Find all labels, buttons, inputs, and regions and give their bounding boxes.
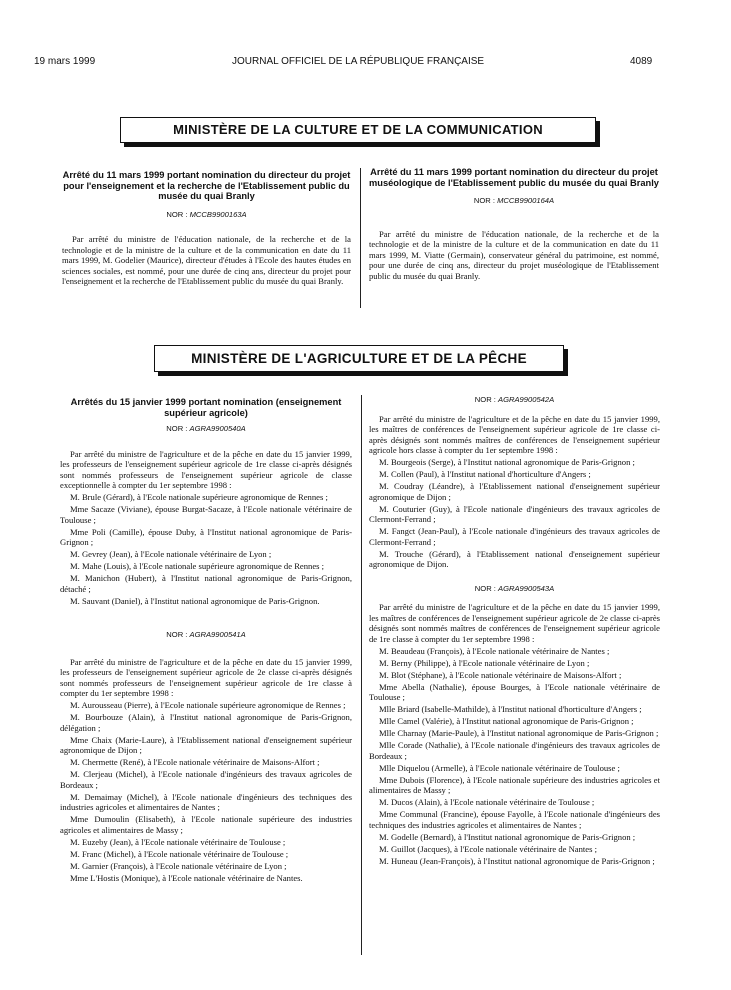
journal-title: JOURNAL OFFICIEL DE LA RÉPUBLIQUE FRANÇAISE — [232, 56, 485, 67]
list-item: M. Ducos (Alain), à l'Ecole nationale vétérinaire de Toulouse ; — [379, 797, 595, 807]
decree-intro: Par arrêté du ministre de l'agriculture et de la pêche en date du 15 janvier 1999, les professeurs de l'enseignement supérieur agricole de 1re classe ci-après désignés sont nommés professeurs de l'enseignement supérieur agricole de classe exceptionnelle à compter du 1er septembre 1998 : — [60, 448, 352, 491]
list-item: M. Garnier (François), à l'Ecole nationale vétérinaire de Lyon ; — [70, 860, 287, 871]
list-item: M. Huneau (Jean-François), à l'Institut national agronomique de Paris-Grignon ; — [379, 855, 655, 866]
ministry-agriculture-box — [154, 345, 564, 372]
article-title: Arrêtés du 15 janvier 1999 portant nomination (enseignement supérieur agricole) — [70, 397, 342, 418]
nor-reference: NOR : AGRA9900541A — [166, 630, 246, 640]
list-item: Mme Chaix (Marie-Laure), à l'Etablissement national d'enseignement supérieur agronomique de Dijon ; — [60, 734, 352, 756]
agriculture-left-column — [60, 397, 352, 885]
list-item: M. Franc (Michel), à l'Ecole nationale vétérinaire de Toulouse ; — [70, 848, 289, 859]
nor-reference: NOR : MCCB9900164A — [473, 196, 555, 206]
list-item: M. Mahe (Louis), à l'Ecole nationale supérieure agronomique de Rennes ; — [70, 561, 325, 572]
list-item: M. Coudray (Léandre), à l'Etablissement national d'enseignement supérieur agronomique de Dijon ; — [369, 481, 660, 502]
list-item: M. Trouche (Gérard), à l'Etablissement national d'enseignement supérieur agronomique de Dijon. — [369, 548, 660, 569]
nor-reference: NOR : AGRA9900540A — [166, 424, 246, 434]
list-item: M. Bourgeois (Serge), à l'Institut national agronomique de Paris-Grignon ; — [379, 457, 635, 467]
decree-intro: Par arrêté du ministre de l'agriculture et de la pêche en date du 15 janvier 1999, les maîtres de conférences de l'enseignement supérieur agricole de 1re classe ci-après désignés sont nommés maîtres de conférences de l'enseignement supérieur agricole hors classe à compter du 1er septembre 1998 : — [369, 413, 660, 455]
list-item: Mme Sacaze (Viviane), épouse Burgat-Sacaze, à l'Ecole nationale vétérinaire de Toulouse ; — [60, 504, 352, 525]
list-item: Mme L'Hostis (Monique), à l'Ecole nationale vétérinaire de Nantes. — [70, 872, 303, 883]
list-item: M. Sauvant (Daniel), à l'Institut national agronomique de Paris-Grignon. — [70, 595, 320, 606]
nor-reference: NOR : AGRA9900542A — [474, 395, 555, 404]
list-item: Mme Poli (Camille), épouse Duby, à l'Institut national agronomique de Paris-Grignon ; — [60, 526, 352, 548]
list-item: Mlle Briard (Isabelle-Mathilde), à l'Institut national d'horticulture d'Angers ; — [379, 704, 642, 714]
list-item: M. Chermette (René), à l'Ecole nationale vétérinaire de Maisons-Alfort ; — [70, 757, 320, 768]
decree-intro: Par arrêté du ministre de l'agriculture et de la pêche en date du 15 janvier 1999, les professeurs de l'enseignement supérieur agricole de 2e classe ci-après désignés sont nommés professeurs de l'enseignement supérieur agricole de 1re classe à compter du 1er septembre 1998 : — [60, 656, 352, 699]
agriculture-right-column — [369, 395, 660, 868]
list-item: M. Guillot (Jacques), à l'Ecole nationale vétérinaire de Nantes ; — [379, 843, 597, 854]
list-item: Mlle Corade (Nathalie), à l'Ecole nationale d'ingénieurs des travaux agricoles de Bordeaux ; — [369, 740, 660, 761]
list-item: M. Fangct (Jean-Paul), à l'Ecole nationale d'ingénieurs des travaux agricoles de Clermont-Ferrand ; — [369, 526, 660, 547]
list-item: M. Blot (Stéphane), à l'Ecole nationale vétérinaire de Maisons-Alfort ; — [379, 669, 622, 680]
ministry-culture-title: MINISTÈRE DE LA CULTURE ET DE LA COMMUNICATION — [173, 122, 543, 137]
list-item: Mme Communal (Francine), épouse Fayolle, à l'Ecole nationale d'ingénieurs des techniques des industries agricoles et alimentaires de Nantes ; — [369, 809, 660, 830]
list-item: Mlle Diquelou (Armelle), à l'Ecole nationale vétérinaire de Toulouse ; — [379, 762, 620, 773]
list-item: M. Aurousseau (Pierre), à l'Ecole nationale supérieure agronomique de Rennes ; — [70, 700, 346, 711]
article-title: Arrêté du 11 mars 1999 portant nomination du directeur du projet pour l'enseignement et la recherche de l'Etablissement public du musée du quai Branly — [62, 170, 351, 202]
list-item: M. Berny (Philippe), à l'Ecole nationale vétérinaire de Lyon ; — [379, 657, 590, 668]
list-item: M. Clerjeau (Michel), à l'Ecole nationale d'ingénieurs des travaux agricoles de Bordeaux ; — [60, 769, 352, 790]
ministry-agriculture-title: MINISTÈRE DE L'AGRICULTURE ET DE LA PÊCHE — [191, 351, 527, 366]
page-number: 4089 — [630, 56, 653, 67]
list-item: M. Beaudeau (François), à l'Ecole nationale vétérinaire de Nantes ; — [379, 645, 610, 656]
culture-right-article — [369, 167, 659, 283]
column-divider — [360, 168, 361, 308]
list-item: Mme Dumoulin (Elisabeth), à l'Ecole nationale supérieure des industries agricoles et alimentaires de Massy ; — [60, 814, 352, 835]
nor-reference: NOR : AGRA9900543A — [474, 583, 555, 593]
list-item: M. Godelle (Bernard), à l'Institut national agronomique de Paris-Grignon ; — [379, 831, 636, 842]
page-date: 19 mars 1999 — [34, 56, 96, 67]
decree-intro: Par arrêté du ministre de l'agriculture et de la pêche en date du 15 janvier 1999, les maîtres de conférences de l'enseignement supérieur agricole de 2e classe ci-après désignés sont nommés maîtres de conférences de l'enseignement supérieur agricole de 1re classe à compter du 1er septembre 1998 : — [369, 602, 660, 644]
column-divider — [361, 395, 362, 955]
ministry-culture-box — [120, 117, 596, 143]
article-title: Arrêté du 11 mars 1999 portant nomination du directeur du projet muséologique de l'Etablissement public du musée du quai Branly — [369, 167, 659, 188]
list-item: Mlle Charnay (Marie-Paule), à l'Institut national agronomique de Paris-Grignon ; — [379, 728, 659, 738]
nor-reference: NOR : MCCB9900163A — [166, 209, 247, 219]
list-item: Mlle Camel (Valérie), à l'Institut national agronomique de Paris-Grignon ; — [379, 716, 634, 726]
list-item: Mme Abella (Nathalie), épouse Bourges, à l'Ecole nationale vétérinaire de Toulouse ; — [369, 681, 660, 702]
list-item: M. Collen (Paul), à l'Institut national d'horticulture d'Angers ; — [379, 469, 591, 479]
list-item: M. Euzeby (Jean), à l'Ecole nationale vétérinaire de Toulouse ; — [70, 836, 286, 847]
list-item: M. Couturier (Guy), à l'Ecole nationale d'ingénieurs des travaux agricoles de Clermont-Ferrand ; — [369, 503, 660, 524]
list-item: M. Brule (Gérard), à l'Ecole nationale supérieure agronomique de Rennes ; — [70, 492, 328, 503]
list-item: M. Gevrey (Jean), à l'Ecole nationale vétérinaire de Lyon ; — [70, 549, 272, 560]
list-item: Mme Dubois (Florence), à l'Ecole nationale supérieure des industries agricoles et alimentaires de Massy ; — [369, 774, 660, 795]
list-item: M. Demaimay (Michel), à l'Ecole nationale d'ingénieurs des techniques des industries agricoles et alimentaires de Nantes ; — [60, 791, 352, 813]
article-body: Par arrêté du ministre de l'éducation nationale, de la recherche et de la technologie et de la ministre de la culture et de la communication en date du 11 mars 1999, M. Viatte (Germain), conservateur général du patrimoine, est nommé, pour une durée de cinq ans, directeur du projet muséologique de l'Etablissement public du musée du quai Branly. — [369, 228, 659, 281]
list-item: M. Bourbouze (Alain), à l'Institut national agronomique de Paris-Grignon, délégation ; — [60, 712, 352, 733]
culture-left-article — [62, 170, 351, 288]
list-item: M. Manichon (Hubert), à l'Institut national agronomique de Paris-Grignon, détaché ; — [60, 573, 352, 594]
article-body: Par arrêté du ministre de l'éducation nationale, de la recherche et de la technologie et de la ministre de la culture et de la communication en date du 11 mars 1999, M. Godelier (Maurice), directeur d'études à l'Ecole des hautes études en sciences sociales, est nommé, pour une durée de cinq ans, directeur du projet pour l'enseignement et la recherche de l'Etablissement public du musée du quai Branly. — [62, 234, 351, 287]
